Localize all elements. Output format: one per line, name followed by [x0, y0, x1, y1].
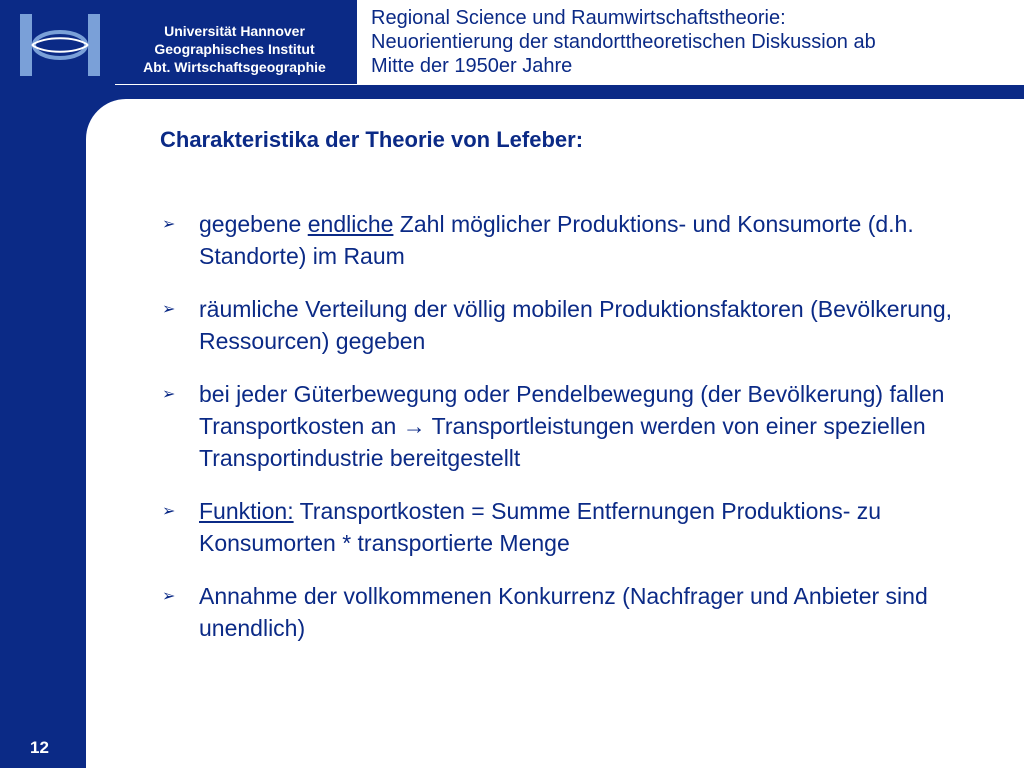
bullet-text: bei jeder Güterbewegung oder Pendelbewegung (der Bevölkerung) fallen Transportkosten an: [199, 381, 945, 439]
corner-curve: [86, 99, 126, 139]
right-arrow-icon: →: [402, 413, 426, 439]
header-block: [0, 0, 357, 85]
bullet-list: [160, 208, 960, 665]
slide-title-line: Neuorientierung der standorttheoretischen Diskussion ab: [371, 31, 876, 53]
list-item: [160, 208, 960, 272]
institution-line: Universität Hannover: [164, 23, 305, 39]
arrowhead-bullet-icon: ➢: [162, 386, 176, 403]
underlined-term: endliche: [307, 211, 394, 237]
top-band: [86, 85, 1024, 99]
arrowhead-bullet-icon: ➢: [162, 588, 176, 605]
bullet-text: Annahme der vollkommenen Konkurrenz (Nachfrager und Anbieter sind unendlich): [199, 583, 928, 641]
underlined-term: Funktion:: [199, 498, 294, 524]
arrowhead-bullet-icon: ➢: [162, 216, 176, 233]
left-band: [0, 85, 86, 768]
arrowhead-bullet-icon: ➢: [162, 301, 176, 318]
arrowhead-bullet-icon: ➢: [162, 503, 176, 520]
list-item: [160, 495, 960, 559]
bullet-text: Transportleistungen werden von einer speziellen Transportindustrie bereitgestellt: [199, 413, 926, 471]
institution-line: Geographisches Institut: [154, 41, 315, 57]
university-logo-icon: [20, 14, 100, 76]
slide-title: [371, 6, 1011, 78]
bullet-text: gegebene: [199, 211, 308, 237]
slide-title-line: Regional Science und Raumwirtschaftstheorie:: [371, 7, 786, 29]
list-item: [160, 378, 960, 474]
bullet-text: Zahl möglicher Produktions- und Konsumorte (d.h. Standorte) im Raum: [199, 211, 914, 269]
institution-line: Abt. Wirtschaftsgeographie: [143, 59, 326, 75]
list-item: [160, 293, 960, 357]
page-number: 12: [30, 738, 49, 757]
slide-title-line: Mitte der 1950er Jahre: [371, 55, 573, 77]
bullet-text: räumliche Verteilung der völlig mobilen Produktionsfaktoren (Bevölkerung, Ressourcen) gegeben: [199, 296, 953, 354]
institution-name: [112, 22, 357, 76]
bullet-text: Transportkosten = Summe Entfernungen Produktions- zu Konsumorten * transportierte Menge: [199, 498, 882, 556]
content-heading: Charakteristika der Theorie von Lefeber:: [160, 127, 584, 152]
list-item: [160, 580, 960, 644]
